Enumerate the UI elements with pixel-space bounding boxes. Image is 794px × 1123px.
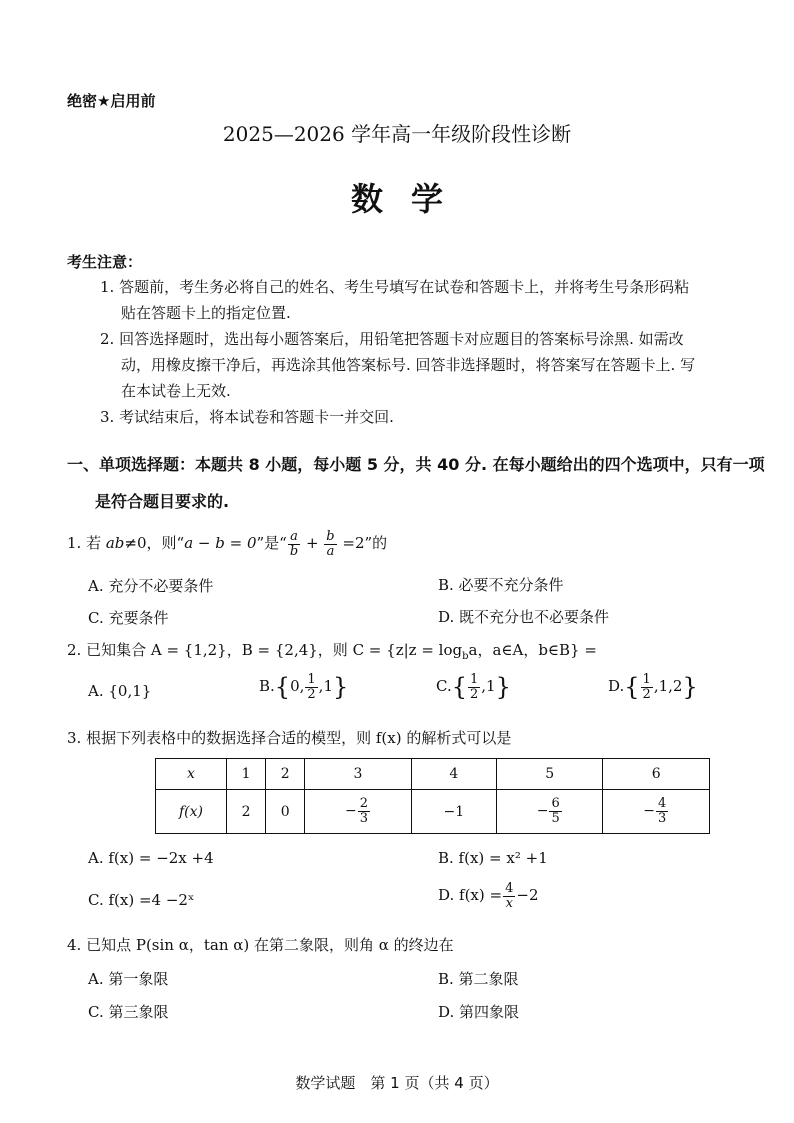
section-title-cont: 是符合题目要求的.: [95, 492, 230, 511]
notice-line: 3. 考试结束后，将本试卷和答题卡一并交回.: [100, 408, 394, 426]
table-cell: − $\frac{6}{5}$: [497, 790, 603, 834]
table-cell: 2: [266, 759, 305, 790]
table-head-cell: x: [156, 759, 227, 790]
table-cell: 6: [603, 759, 710, 790]
notice-line: 2. 回答选择题时，选出每小题答案后，用铅笔把答题卡对应题目的答案标号涂黑. 如需改: [100, 330, 684, 348]
notice-heading: 考生注意：: [67, 253, 143, 271]
table-cell: 5: [497, 759, 603, 790]
q2-option-c: C.{ $\frac{1}{2}$ ,1}: [436, 672, 511, 702]
q3-option-b: B. f(x) = x² +1: [438, 849, 548, 867]
q3-option-a: A. f(x) = −2x +4: [88, 849, 214, 867]
fraction: $\frac{a}{b}$: [289, 529, 299, 559]
notice-line: 在本试卷上无效.: [121, 382, 231, 400]
q1-option-d: D. 既不充分也不必要条件: [438, 608, 610, 626]
q2-option-d: D.{ $\frac{1}{2}$ ,1,2}: [608, 672, 698, 702]
table-row: [156, 790, 710, 834]
table-cell: 1: [227, 759, 266, 790]
question-2-stem: 2. 已知集合 A = {1,2}，B = {2,4}，则 $C = \{z|z = \log_ba$，a∈A，b∈B} =: [67, 641, 597, 662]
q3-option-d: D. f(x) = $\frac{4}{x}$ −2: [438, 881, 539, 911]
exam-title: 2025—2026 学年高一年级阶段性诊断: [222, 122, 572, 146]
table-cell: − $\frac{4}{3}$: [603, 790, 710, 834]
q2-option-b: B.{0, $\frac{1}{2}$ ,1}: [259, 672, 349, 702]
q2-option-a: A. {0,1}: [88, 682, 152, 700]
q1-option-b: B. 必要不充分条件: [438, 576, 564, 594]
question-1-stem: 1. 若 ab≠0，则“a − b = 0”是“ $\frac{a}{b}$ + $\frac{b}{a}$ =2”的: [67, 529, 388, 559]
table-cell: 2: [227, 790, 266, 834]
fraction: $\frac{b}{a}$: [326, 529, 335, 559]
notice-line: 动，用橡皮擦干净后，再选涂其他答案标号. 回答非选择题时，将答案写在答题卡上. 写: [121, 356, 696, 374]
table-cell: 3: [305, 759, 411, 790]
q1-option-a: A. 充分不必要条件: [88, 577, 214, 595]
notice-line: 1. 答题前，考生务必将自己的姓名、考生号填写在试卷和答题卡上，并将考生号条形码粘: [100, 278, 690, 296]
table-cell: 0: [266, 790, 305, 834]
notice-line: 贴在答题卡上的指定位置.: [121, 304, 291, 322]
subject-title: 数学: [350, 180, 471, 218]
page-footer: 数学试题 第 1 页（共 4 页）: [295, 1074, 499, 1092]
q4-option-a: A. 第一象限: [88, 970, 169, 988]
question-3-stem: 3. 根据下列表格中的数据选择合适的模型，则 f(x) 的解析式可以是: [67, 729, 512, 747]
question-4-stem: 4. 已知点 P(sin α，tan α) 在第二象限，则角 α 的终边在: [67, 936, 454, 954]
confidential-label: 绝密★启用前: [67, 92, 156, 110]
q4-option-c: C. 第三象限: [88, 1003, 169, 1021]
q4-option-d: D. 第四象限: [438, 1003, 520, 1021]
section-title: 一、单项选择题：本题共 8 小题，每小题 5 分，共 40 分. 在每小题给出的四个选项中，只有一项: [67, 455, 765, 474]
q1-option-c: C. 充要条件: [88, 609, 169, 627]
data-table: [155, 758, 710, 834]
table-cell: 4: [411, 759, 496, 790]
table-row: [156, 759, 710, 790]
q3-option-c: C. f(x) =4 −2ˣ: [88, 891, 195, 909]
table-cell: − $\frac{2}{3}$: [305, 790, 411, 834]
table-head-cell: f(x): [156, 790, 227, 834]
table-cell: −1: [411, 790, 496, 834]
q4-option-b: B. 第二象限: [438, 970, 519, 988]
